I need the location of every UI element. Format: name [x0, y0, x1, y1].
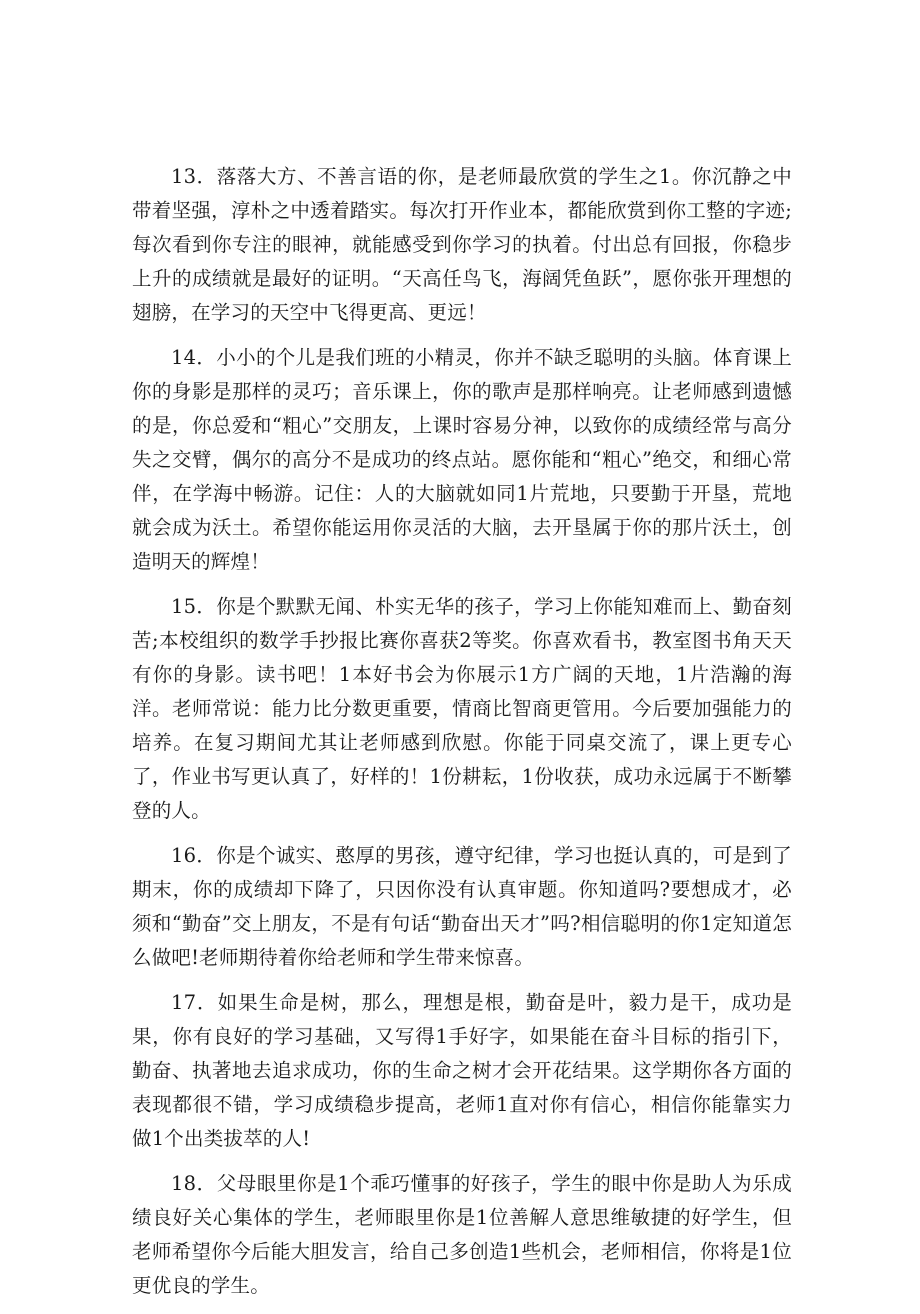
comment-paragraph-18: 18．父母眼里你是1个乖巧懂事的好孩子，学生的眼中你是助人为乐成绩良好关心集体的学生，老师眼里你是1位善解人意思维敏捷的好学生，但老师希望你今后能大胆发言，给自己多创造1些机会，老师相信，你将是1位更优良的学生。 [132, 1172, 792, 1297]
comment-paragraph-15: 15．你是个默默无闻、朴实无华的孩子，学习上你能知难而上、勤奋刻苦;本校组织的数学手抄报比赛你喜获2等奖。你喜欢看书，教室图书角天天有你的身影。读书吧！1本好书会为你展示1方广阔的天地，1片浩瀚的海洋。老师常说：能力比分数更重要，情商比智商更管用。今后要加强能力的培养。在复习期间尤其让老师感到欣慰。你能于同桌交流了，课上更专心了，作业书写更认真了，好样的！1份耕耘，1份收获，成功永远属于不断攀登的人。 [132, 595, 792, 822]
comment-paragraph-16: 16．你是个诚实、憨厚的男孩，遵守纪律，学习也挺认真的，可是到了期末，你的成绩却下降了，只因你没有认真审题。你知道吗?要想成才，必须和“勤奋”交上朋友，不是有句话“勤奋出天才”吗?相信聪明的你1定知道怎么做吧!老师期待着你给老师和学生带来惊喜。 [132, 844, 792, 969]
document-body [132, 160, 792, 1314]
comment-paragraph-17: 17．如果生命是树，那么，理想是根，勤奋是叶，毅力是干，成功是果，你有良好的学习基础，又写得1手好字，如果能在奋斗目标的指引下，勤奋、执著地去追求成功，你的生命之树才会开花结果。这学期你各方面的表现都很不错，学习成绩稳步提高，老师1直对你有信心，相信你能靠实力做1个出类拔萃的人! [132, 991, 792, 1150]
comment-paragraph-13: 13．落落大方、不善言语的你，是老师最欣赏的学生之1。你沉静之中带着坚强，淳朴之中透着踏实。每次打开作业本，都能欣赏到你工整的字迹;每次看到你专注的眼神，就能感受到你学习的执着。付出总有回报，你稳步上升的成绩就是最好的证明。“天高任鸟飞，海阔凭鱼跃”，愿你张开理想的翅膀，在学习的天空中飞得更高、更远！ [132, 165, 792, 324]
comment-paragraph-14: 14．小小的个儿是我们班的小精灵，你并不缺乏聪明的头脑。体育课上你的身影是那样的灵巧；音乐课上，你的歌声是那样响亮。让老师感到遗憾的是，你总爱和“粗心”交朋友，上课时容易分神，以致你的成绩经常与高分失之交臂，偶尔的高分不是成功的终点站。愿你能和“粗心”绝交，和细心常伴，在学海中畅游。记住：人的大脑就如同1片荒地，只要勤于开垦，荒地就会成为沃土。希望你能运用你灵活的大脑，去开垦属于你的那片沃土，创造明天的辉煌！ [132, 346, 792, 573]
